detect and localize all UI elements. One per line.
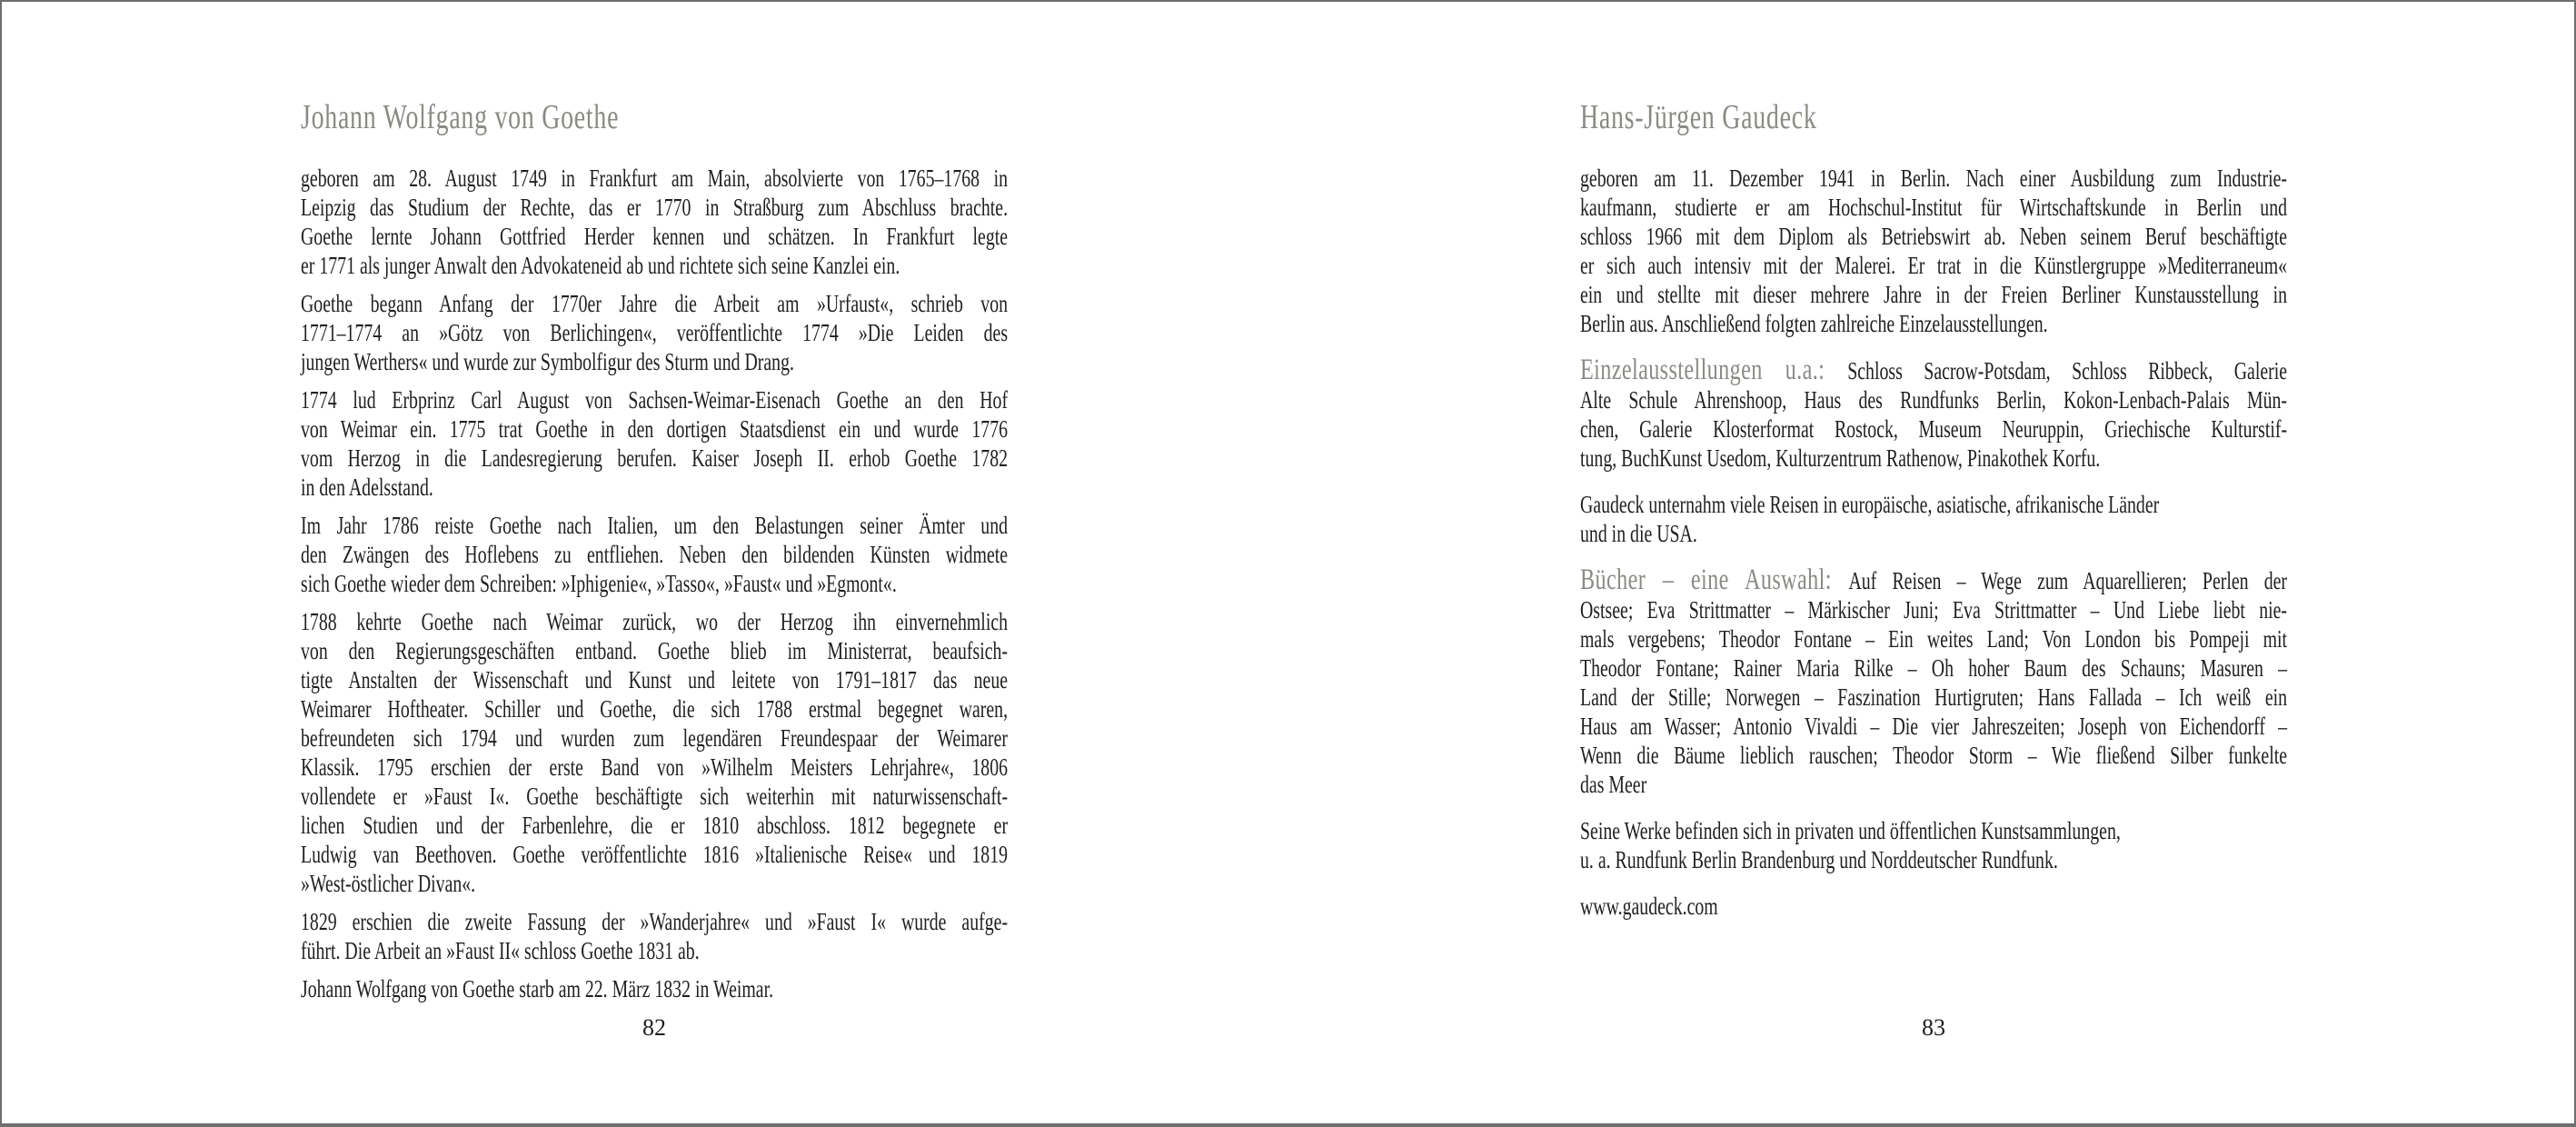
text-line: Ludwig van Beethoven. Goethe veröffentlichte 1816 »Italienische Reise« und 1819 bbox=[301, 841, 1009, 868]
text-line: Seine Werke befinden sich in privaten und öffentlichen Kunstsammlungen, bbox=[1580, 817, 2121, 844]
paragraph bbox=[1580, 490, 2287, 548]
paragraph bbox=[301, 385, 1008, 502]
paragraph bbox=[1580, 355, 2287, 473]
text-line: Im Jahr 1786 reiste Goethe nach Italien, um den Belastungen seiner Ämter und bbox=[301, 512, 1009, 539]
text-line: Gaudeck unternahm viele Reisen in europäische, asiatische, afrikanische Länder bbox=[1580, 491, 2160, 518]
text-line: kaufmann, studierte er am Hochschul-Institut für Wirtschaftskunde in Berlin und bbox=[1580, 194, 2288, 221]
paragraph bbox=[1580, 816, 2287, 874]
text-line: vollendete er »Faust I«. Goethe beschäftigte sich weiterhin mit naturwissenschaft- bbox=[301, 783, 1009, 810]
website-url-paragraph bbox=[1580, 892, 2287, 921]
text-line: er sich auch intensiv mit der Malerei. Er trat in die Künstlergruppe »Mediterraneum« bbox=[1580, 252, 2288, 279]
paragraph bbox=[301, 974, 1008, 1003]
text-line: Einzelausstellungen u.a.: Schloss Sacrow-Potsdam, Schloss Ribbeck, Galerie bbox=[1580, 354, 2288, 386]
page-number-right: 83 bbox=[1922, 1014, 1945, 1041]
text-line: den Zwängen des Hoflebens zu entfliehen. Neben den bildenden Künsten widmete bbox=[301, 541, 1009, 568]
text-line: vom Herzog in die Landesregierung berufen. Kaiser Joseph II. erhob Goethe 1782 bbox=[301, 444, 1009, 472]
text-line: Haus am Wasser; Antonio Vivaldi – Die vier Jahreszeiten; Joseph von Eichendorff – bbox=[1580, 713, 2288, 740]
text-line: www.gaudeck.com bbox=[1580, 893, 1718, 920]
text-line: befreundeten sich 1794 und wurden zum legendären Freundespaar der Weimarer bbox=[301, 724, 1009, 752]
text-line: Bücher – eine Auswahl: Auf Reisen – Wege zum Aquarellieren; Perlen der bbox=[1580, 564, 2288, 596]
text-line: führt. Die Arbeit an »Faust II« schloss Goethe 1831 ab. bbox=[301, 937, 700, 964]
text-line: mals vergebens; Theodor Fontane – Ein weites Land; Von London bis Pompeji mit bbox=[1580, 625, 2288, 653]
text-line: er 1771 als junger Anwalt den Advokateneid ab und richtete sich seine Kanzlei ein. bbox=[301, 252, 900, 279]
text-line: 1788 kehrte Goethe nach Weimar zurück, wo der Herzog ihn einvernehmlich bbox=[301, 608, 1009, 635]
page-number-left: 82 bbox=[642, 1014, 666, 1041]
text-line: 1771–1774 an »Götz von Berlichingen«, veröffentlichte 1774 »Die Leiden des bbox=[301, 319, 1009, 346]
paragraph bbox=[1580, 565, 2287, 799]
text-line: Berlin aus. Anschließend folgten zahlreiche Einzelausstellungen. bbox=[1580, 310, 2048, 337]
text-line: geboren am 28. August 1749 in Frankfurt am Main, absolvierte von 1765–1768 in bbox=[301, 165, 1009, 192]
text-line: Klassik. 1795 erschien der erste Band von »Wilhelm Meisters Lehrjahre«, 1806 bbox=[301, 753, 1009, 781]
text-line: und in die USA. bbox=[1580, 520, 1697, 547]
section-lead-label: Bücher – eine Auswahl: bbox=[1580, 564, 1849, 596]
paragraph bbox=[301, 607, 1008, 898]
paragraph bbox=[301, 907, 1008, 965]
text-line: u. a. Rundfunk Berlin Brandenburg und Norddeutscher Rundfunk. bbox=[1580, 846, 2058, 873]
paragraph bbox=[301, 511, 1008, 598]
text-line: Weimarer Hoftheater. Schiller und Goethe, die sich 1788 erstmal begegnet waren, bbox=[301, 695, 1009, 723]
text-line: Land der Stille; Norwegen – Faszination Hurtigruten; Hans Fallada – Ich weiß ein bbox=[1580, 683, 2288, 711]
text-line: schloss 1966 mit dem Diplom als Betriebswirt ab. Neben seinem Beruf beschäftigte bbox=[1580, 223, 2288, 250]
text-line: das Meer bbox=[1580, 771, 1647, 798]
text-line: Ostsee; Eva Strittmatter – Märkischer Juni; Eva Strittmatter – Und Liebe liebt nie- bbox=[1580, 596, 2288, 623]
paragraph bbox=[1580, 164, 2287, 338]
text-line: Goethe lernte Johann Gottfried Herder kennen und schätzen. In Frankfurt legte bbox=[301, 223, 1009, 250]
text-line: sich Goethe wieder dem Schreiben: »Iphigenie«, »Tasso«, »Faust« und »Egmont«. bbox=[301, 570, 897, 597]
text-line: Theodor Fontane; Rainer Maria Rilke – Oh hoher Baum des Schauns; Masuren – bbox=[1580, 654, 2288, 682]
page-title-right: Hans-Jürgen Gaudeck bbox=[1580, 98, 1817, 136]
paragraph bbox=[301, 289, 1008, 376]
paragraph bbox=[301, 164, 1008, 280]
text-line: lichen Studien und der Farbenlehre, die er 1810 abschloss. 1812 begegnete er bbox=[301, 812, 1009, 839]
right-page-body bbox=[1580, 164, 2287, 921]
left-page bbox=[301, 96, 1008, 1003]
text-line: »West-östlicher Divan«. bbox=[301, 870, 476, 897]
left-page-body bbox=[301, 164, 1008, 1003]
text-line: Alte Schule Ahrenshoop, Haus des Rundfunks Berlin, Kokon-Lenbach-Palais Mün- bbox=[1580, 386, 2288, 414]
text-line: tung, BuchKunst Usedom, Kulturzentrum Rathenow, Pinakothek Korfu. bbox=[1580, 444, 2101, 472]
text-line: jungen Werthers« und wurde zur Symbolfigur des Sturm und Drang. bbox=[301, 348, 794, 375]
text-line: 1829 erschien die zweite Fassung der »Wanderjahre« und »Faust I« wurde aufge- bbox=[301, 908, 1009, 935]
right-page bbox=[1580, 96, 2287, 921]
text-line: geboren am 11. Dezember 1941 in Berlin. Nach einer Ausbildung zum Industrie- bbox=[1580, 165, 2288, 192]
text-line: in den Adelsstand. bbox=[301, 474, 433, 501]
text-line: Leipzig das Studium der Rechte, das er 1770 in Straßburg zum Abschluss brachte. bbox=[301, 194, 1009, 221]
section-lead-label: Einzelausstellungen u.a.: bbox=[1580, 354, 1848, 386]
text-line: Goethe begann Anfang der 1770er Jahre die Arbeit am »Urfaust«, schrieb von bbox=[301, 290, 1009, 317]
text-line: von Weimar ein. 1775 trat Goethe in den dortigen Staatsdienst ein und wurde 1776 bbox=[301, 415, 1009, 443]
text-line: chen, Galerie Klosterformat Rostock, Museum Neuruppin, Griechische Kulturstif- bbox=[1580, 415, 2288, 443]
text-line: Wenn die Bäume lieblich rauschen; Theodor Storm – Wie fließend Silber funkelte bbox=[1580, 742, 2288, 769]
text-line: Johann Wolfgang von Goethe starb am 22. März 1832 in Weimar. bbox=[301, 975, 774, 1002]
text-line: tigte Anstalten der Wissenschaft und Kunst und leitete von 1791–1817 das neue bbox=[301, 666, 1009, 693]
text-line: 1774 lud Erbprinz Carl August von Sachsen-Weimar-Eisenach Goethe an den Hof bbox=[301, 386, 1009, 414]
text-line: ein und stellte mit dieser mehrere Jahre in der Freien Berliner Kunstausstellung in bbox=[1580, 281, 2288, 308]
page-title-left: Johann Wolfgang von Goethe bbox=[301, 98, 620, 136]
text-line: von den Regierungsgeschäften entband. Goethe blieb im Ministerrat, beaufsich- bbox=[301, 637, 1009, 664]
